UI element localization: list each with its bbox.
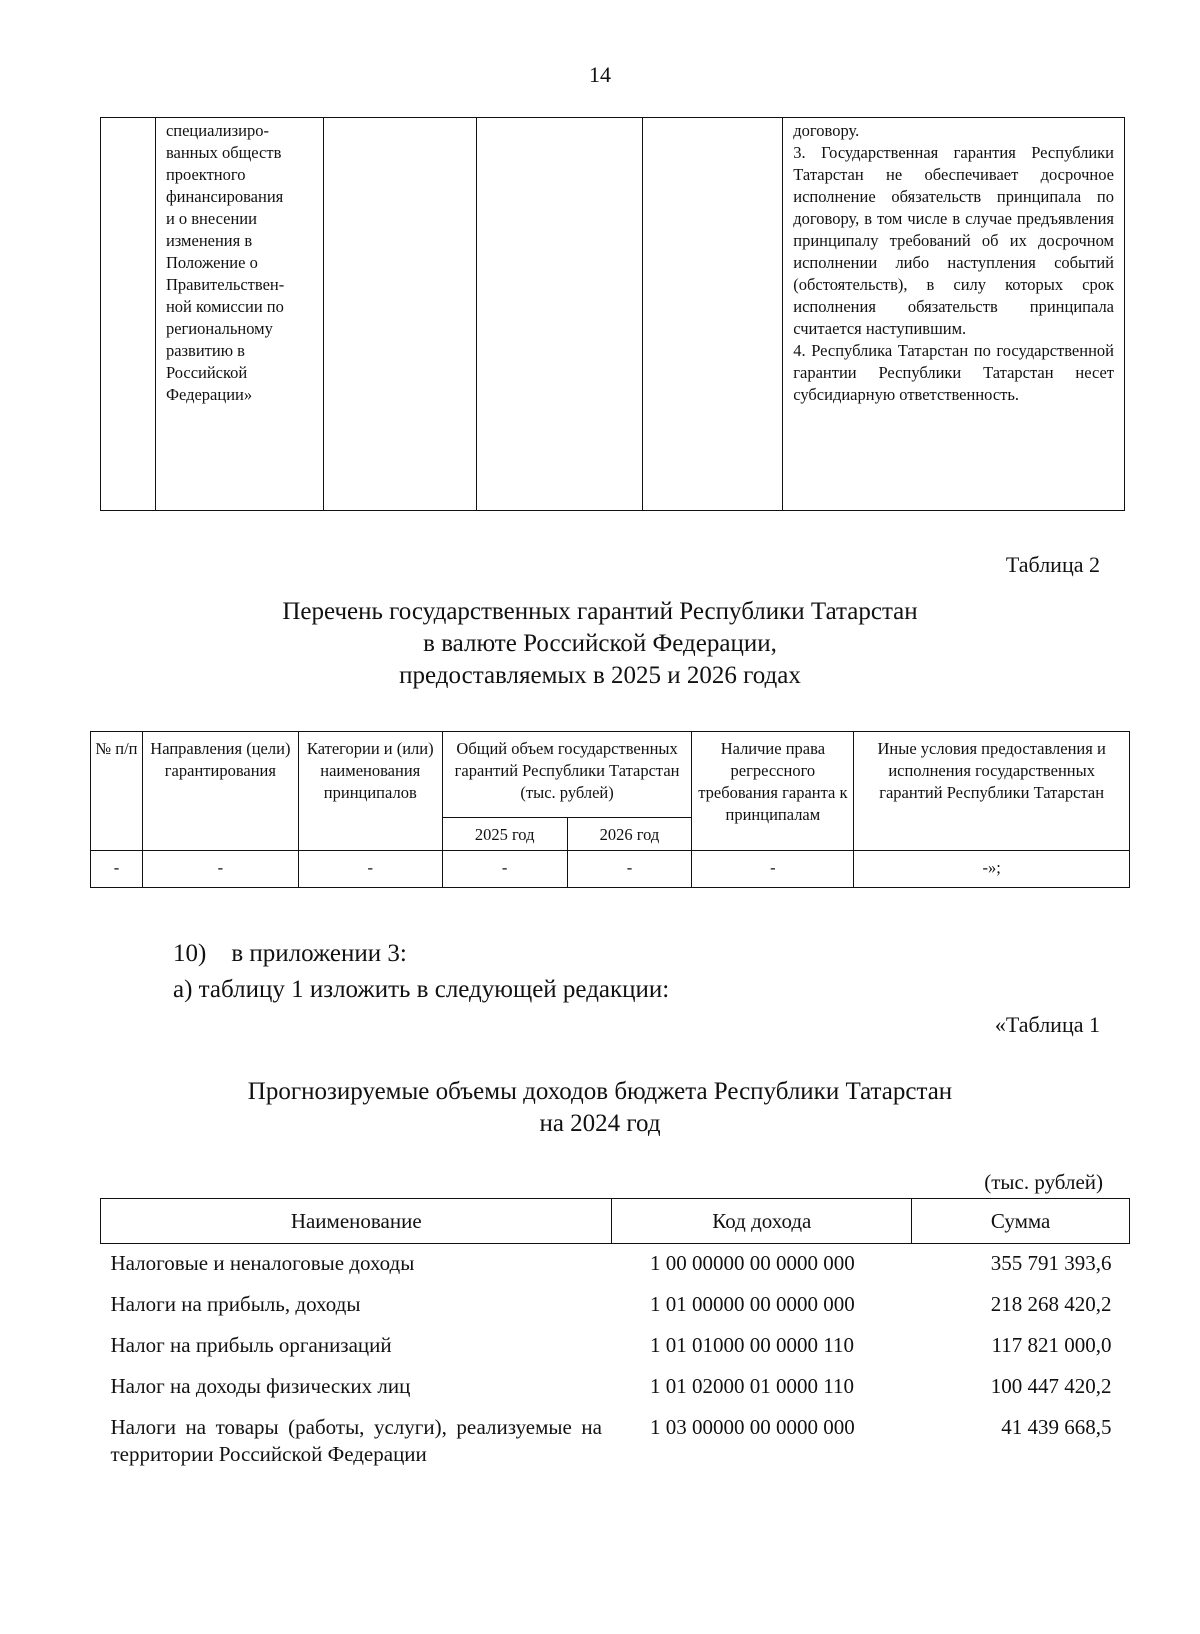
cell: - bbox=[567, 851, 692, 888]
table-row bbox=[101, 1285, 1130, 1326]
table2-title bbox=[0, 596, 1200, 692]
header-total-volume: Общий объем государственных гарантий Республики Татарстан (тыс. рублей) bbox=[442, 732, 692, 818]
income-name: Налог на доходы физических лиц bbox=[110, 1374, 411, 1398]
income-sum: 117 821 000,0 bbox=[991, 1333, 1112, 1357]
income-name: Налоги на товары (работы, услуги), реализуемые на территории Российской Федерации bbox=[110, 1415, 602, 1466]
table-row bbox=[101, 1326, 1130, 1367]
table-row bbox=[101, 1244, 1130, 1286]
income-name: Налог на прибыль организаций bbox=[110, 1333, 392, 1357]
header-year-2025: 2025 год bbox=[442, 818, 567, 851]
header-year-2026: 2026 год bbox=[567, 818, 692, 851]
title-line: на 2024 год bbox=[539, 1110, 661, 1137]
units-label: (тыс. рублей) bbox=[984, 1170, 1103, 1194]
cell: -»; bbox=[854, 851, 1130, 888]
cell: - bbox=[692, 851, 854, 888]
header-other-conditions: Иные условия предоставления и исполнения государственных гарантий Республики Татарстан bbox=[854, 732, 1130, 851]
header-directions: Направления (цели) гарантирования bbox=[142, 732, 298, 851]
cell: - bbox=[91, 851, 143, 888]
income-sum: 41 439 668,5 bbox=[1001, 1415, 1112, 1439]
table-row bbox=[101, 1367, 1130, 1408]
table-row bbox=[101, 1408, 1130, 1476]
guarantees-table bbox=[90, 731, 1130, 888]
header-sum: Сумма bbox=[912, 1199, 1130, 1244]
income-code: 1 01 02000 01 0000 110 bbox=[649, 1374, 854, 1398]
income-table bbox=[100, 1198, 1130, 1476]
header-num: № п/п bbox=[91, 732, 143, 851]
guarantee-name-cell: специализиро- ванных обществ проектного финансирования и о внесении изменения в Положение о Правительствен- ной комиссии по региональному развитию в Российской Федерации» bbox=[155, 118, 323, 511]
title-line: предоставляемых в 2025 и 2026 годах bbox=[399, 662, 801, 689]
income-code: 1 03 00000 00 0000 000 bbox=[649, 1415, 855, 1439]
income-sum: 100 447 420,2 bbox=[990, 1374, 1112, 1398]
empty-cell bbox=[643, 118, 783, 511]
title-line: Прогнозируемые объемы доходов бюджета Республики Татарстан bbox=[247, 1078, 953, 1105]
table2-label: Таблица 2 bbox=[1005, 552, 1100, 577]
income-code: 1 01 00000 00 0000 000 bbox=[649, 1292, 855, 1316]
continuation-table bbox=[100, 117, 1125, 511]
conditions-cell bbox=[783, 118, 1125, 511]
cell: - bbox=[142, 851, 298, 888]
condition-paragraph: договору. bbox=[793, 121, 860, 140]
paragraph-a: а) таблицу 1 изложить в следующей редакции: bbox=[173, 976, 670, 1003]
empty-cell bbox=[323, 118, 476, 511]
income-sum: 355 791 393,6 bbox=[990, 1251, 1112, 1275]
header-name: Наименование bbox=[101, 1199, 612, 1244]
table1-label: «Таблица 1 bbox=[994, 1012, 1100, 1037]
condition-paragraph: 3. Государственная гарантия Республики Татарстан не обеспечивает досрочное исполнение обязательств принципала по договору, в том числе в случае предъявления принципалу требований об их досрочном исполнении либо наступления событий (обстоятельств), в силу которых срок исполнения обязательств принципала считается наступившим. bbox=[793, 143, 1114, 338]
header-code: Код дохода bbox=[612, 1199, 912, 1244]
cell: - bbox=[298, 851, 442, 888]
page-number: 14 bbox=[589, 62, 611, 87]
condition-paragraph: 4. Республика Татарстан по государственной гарантии Республики Татарстан несет субсидиарную ответственность. bbox=[793, 341, 1114, 404]
cell: - bbox=[442, 851, 567, 888]
table-row bbox=[91, 851, 1130, 888]
header-categories: Категории и (или) наименования принципалов bbox=[298, 732, 442, 851]
title-line: Перечень государственных гарантий Республики Татарстан bbox=[282, 598, 918, 625]
income-sum: 218 268 420,2 bbox=[990, 1292, 1112, 1316]
header-regress: Наличие права регрессного требования гаранта к принципалам bbox=[692, 732, 854, 851]
income-code: 1 01 01000 00 0000 110 bbox=[649, 1333, 854, 1357]
paragraph-10: 10) в приложении 3: bbox=[173, 940, 407, 967]
income-name: Налоговые и неналоговые доходы bbox=[110, 1251, 415, 1275]
income-code: 1 00 00000 00 0000 000 bbox=[649, 1251, 855, 1275]
empty-cell bbox=[101, 118, 156, 511]
title-line: в валюте Российской Федерации, bbox=[423, 630, 777, 657]
empty-cell bbox=[476, 118, 643, 511]
table1-title bbox=[0, 1076, 1200, 1140]
income-name: Налоги на прибыль, доходы bbox=[110, 1292, 361, 1316]
